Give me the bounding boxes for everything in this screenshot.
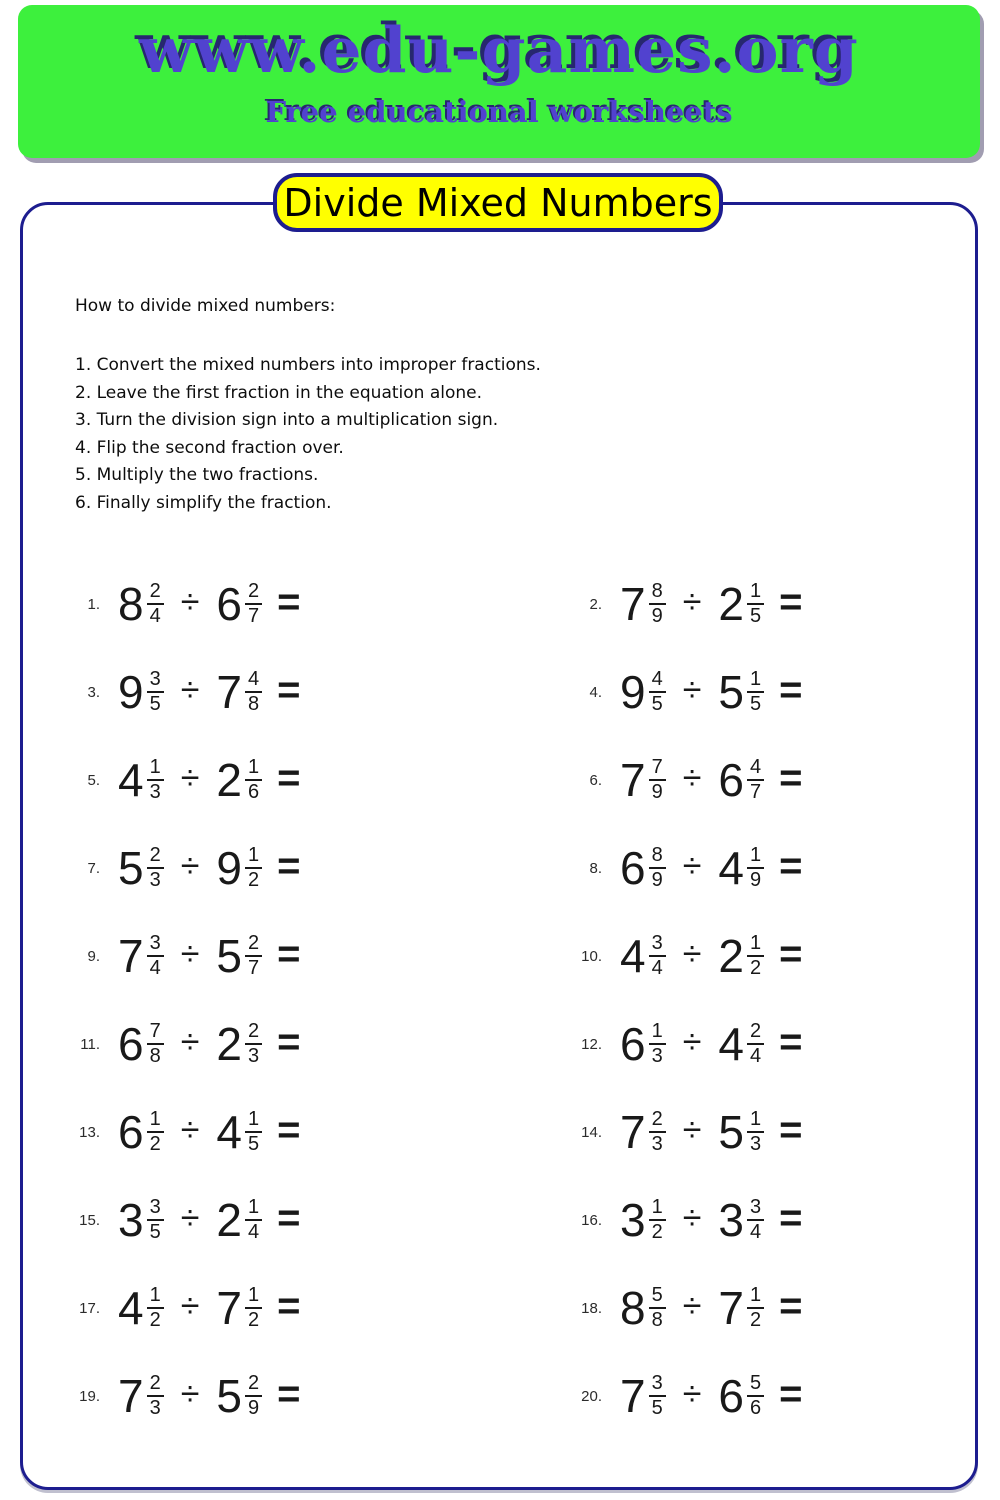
problem-number: 9. xyxy=(87,947,100,965)
fraction xyxy=(649,1285,666,1331)
denominator: 9 xyxy=(749,869,762,891)
mixed-number-2 xyxy=(718,754,764,806)
fraction xyxy=(747,1109,764,1155)
problem-number: 15. xyxy=(79,1211,100,1229)
instructions-heading: How to divide mixed numbers: xyxy=(75,296,336,316)
mixed-number-1 xyxy=(118,666,164,718)
fraction xyxy=(747,933,764,979)
equals-sign: = xyxy=(277,1283,301,1328)
fraction xyxy=(747,581,764,627)
denominator: 6 xyxy=(749,1397,762,1419)
problem-row xyxy=(500,1264,950,1352)
fraction xyxy=(245,581,262,627)
divide-sign: ÷ xyxy=(180,1286,200,1325)
denominator: 2 xyxy=(247,869,260,891)
denominator: 4 xyxy=(749,1045,762,1067)
equals-sign: = xyxy=(779,1107,803,1152)
numerator: 3 xyxy=(147,933,164,957)
numerator: 2 xyxy=(245,581,262,605)
numerator: 1 xyxy=(147,1285,164,1309)
equals-sign: = xyxy=(779,843,803,888)
denominator: 5 xyxy=(749,693,762,715)
denominator: 3 xyxy=(149,1397,161,1419)
denominator: 4 xyxy=(149,605,161,627)
mixed-number-1 xyxy=(620,842,666,894)
problem-row xyxy=(500,824,950,912)
divide-sign: ÷ xyxy=(682,1286,702,1325)
whole-number: 4 xyxy=(718,842,744,894)
equals-sign: = xyxy=(277,1195,301,1240)
numerator: 1 xyxy=(649,1197,666,1221)
equals-sign: = xyxy=(779,667,803,712)
mixed-number-2 xyxy=(216,1106,262,1158)
fraction xyxy=(747,757,764,803)
fraction xyxy=(747,1373,764,1419)
mixed-number-2 xyxy=(216,666,262,718)
problem-row xyxy=(500,560,950,648)
equals-sign: = xyxy=(779,579,803,624)
problem-row xyxy=(500,1352,950,1440)
mixed-number-1 xyxy=(620,1282,666,1334)
mixed-number-2 xyxy=(216,842,262,894)
whole-number: 6 xyxy=(118,1018,144,1070)
instruction-step: 6. Finally simplify the fraction. xyxy=(75,492,332,513)
problem-row xyxy=(500,1088,950,1176)
instruction-step: 4. Flip the second fraction over. xyxy=(75,437,344,458)
fraction xyxy=(147,669,164,715)
problem-row xyxy=(60,1000,500,1088)
fraction xyxy=(649,581,666,627)
equals-sign: = xyxy=(277,1107,301,1152)
divide-sign: ÷ xyxy=(180,1110,200,1149)
site-title: www.edu-games.org xyxy=(139,13,859,87)
fraction xyxy=(649,845,666,891)
problem-number: 17. xyxy=(79,1299,100,1317)
problem-number: 3. xyxy=(87,683,100,701)
fraction xyxy=(147,1285,164,1331)
denominator: 4 xyxy=(651,957,663,979)
numerator: 1 xyxy=(245,757,262,781)
whole-number: 7 xyxy=(718,1282,744,1334)
numerator: 8 xyxy=(649,845,666,869)
whole-number: 2 xyxy=(216,1018,242,1070)
problem-row xyxy=(60,1264,500,1352)
mixed-number-1 xyxy=(118,1018,164,1070)
mixed-number-2 xyxy=(216,930,262,982)
worksheet-title-badge xyxy=(273,173,723,232)
equals-sign: = xyxy=(277,579,301,624)
whole-number: 6 xyxy=(620,1018,646,1070)
mixed-number-2 xyxy=(216,1018,262,1070)
whole-number: 8 xyxy=(118,578,144,630)
fraction xyxy=(245,669,262,715)
equals-sign: = xyxy=(277,1371,301,1416)
denominator: 3 xyxy=(149,781,161,803)
fraction xyxy=(747,1021,764,1067)
whole-number: 6 xyxy=(718,1370,744,1422)
equals-sign: = xyxy=(779,1283,803,1328)
denominator: 8 xyxy=(247,693,260,715)
worksheet-title: Divide Mixed Numbers xyxy=(283,180,713,225)
divide-sign: ÷ xyxy=(682,934,702,973)
mixed-number-2 xyxy=(718,1106,764,1158)
numerator: 1 xyxy=(245,1285,262,1309)
equals-sign: = xyxy=(277,843,301,888)
mixed-number-2 xyxy=(216,754,262,806)
denominator: 3 xyxy=(651,1133,663,1155)
whole-number: 4 xyxy=(118,754,144,806)
fraction xyxy=(649,933,666,979)
mixed-number-1 xyxy=(620,1194,666,1246)
whole-number: 3 xyxy=(718,1194,744,1246)
mixed-number-2 xyxy=(718,666,764,718)
fraction xyxy=(245,845,262,891)
problem-row xyxy=(60,1176,500,1264)
whole-number: 5 xyxy=(718,1106,744,1158)
divide-sign: ÷ xyxy=(180,1022,200,1061)
fraction xyxy=(747,1285,764,1331)
equals-sign: = xyxy=(779,1195,803,1240)
fraction xyxy=(747,1197,764,1243)
denominator: 8 xyxy=(651,1309,663,1331)
divide-sign: ÷ xyxy=(180,582,200,621)
numerator: 5 xyxy=(747,1373,764,1397)
numerator: 3 xyxy=(649,1373,666,1397)
numerator: 1 xyxy=(747,1109,764,1133)
equals-sign: = xyxy=(779,755,803,800)
problem-number: 2. xyxy=(589,595,602,613)
divide-sign: ÷ xyxy=(682,670,702,709)
mixed-number-2 xyxy=(718,1194,764,1246)
mixed-number-1 xyxy=(118,578,164,630)
mixed-number-1 xyxy=(118,930,164,982)
equals-sign: = xyxy=(779,1371,803,1416)
denominator: 5 xyxy=(247,1133,260,1155)
divide-sign: ÷ xyxy=(180,1198,200,1237)
divide-sign: ÷ xyxy=(682,758,702,797)
mixed-number-1 xyxy=(620,1018,666,1070)
divide-sign: ÷ xyxy=(682,1198,702,1237)
fraction xyxy=(147,1109,164,1155)
divide-sign: ÷ xyxy=(682,582,702,621)
fraction xyxy=(245,1021,262,1067)
numerator: 2 xyxy=(147,1373,164,1397)
denominator: 4 xyxy=(247,1221,260,1243)
mixed-number-1 xyxy=(620,930,666,982)
fraction xyxy=(245,1197,262,1243)
numerator: 3 xyxy=(147,1197,164,1221)
fraction xyxy=(147,933,164,979)
denominator: 3 xyxy=(247,1045,260,1067)
numerator: 1 xyxy=(147,1109,164,1133)
problem-number: 13. xyxy=(79,1123,100,1141)
mixed-number-2 xyxy=(216,1282,262,1334)
divide-sign: ÷ xyxy=(180,1374,200,1413)
denominator: 9 xyxy=(651,869,663,891)
fraction xyxy=(649,1197,666,1243)
instruction-step: 5. Multiply the two fractions. xyxy=(75,465,319,485)
denominator: 7 xyxy=(247,957,260,979)
mixed-number-1 xyxy=(118,842,164,894)
whole-number: 6 xyxy=(118,1106,144,1158)
problem-number: 19. xyxy=(79,1387,100,1405)
denominator: 2 xyxy=(749,1309,762,1331)
fraction xyxy=(649,757,666,803)
divide-sign: ÷ xyxy=(682,1374,702,1413)
whole-number: 7 xyxy=(620,1106,646,1158)
equals-sign: = xyxy=(277,755,301,800)
mixed-number-1 xyxy=(118,1370,164,1422)
denominator: 9 xyxy=(247,1397,260,1419)
problem-row xyxy=(60,736,500,824)
numerator: 2 xyxy=(245,1373,262,1397)
problem-row xyxy=(500,1176,950,1264)
whole-number: 7 xyxy=(118,1370,144,1422)
denominator: 5 xyxy=(651,693,663,715)
mixed-number-1 xyxy=(118,754,164,806)
problem-number: 18. xyxy=(581,1299,602,1317)
fraction xyxy=(147,757,164,803)
denominator: 5 xyxy=(149,1221,161,1243)
numerator: 2 xyxy=(147,845,164,869)
mixed-number-2 xyxy=(216,1194,262,1246)
fraction xyxy=(147,1197,164,1243)
instruction-step: 3. Turn the division sign into a multiplication sign. xyxy=(75,410,499,430)
numerator: 5 xyxy=(649,1285,666,1309)
site-tagline: Free educational worksheets xyxy=(265,95,733,129)
numerator: 2 xyxy=(147,581,164,605)
problem-number: 20. xyxy=(581,1387,602,1405)
whole-number: 9 xyxy=(620,666,646,718)
mixed-number-1 xyxy=(620,754,666,806)
mixed-number-1 xyxy=(620,1370,666,1422)
mixed-number-2 xyxy=(216,1370,262,1422)
mixed-number-2 xyxy=(718,1370,764,1422)
problem-row xyxy=(60,560,500,648)
mixed-number-2 xyxy=(718,842,764,894)
numerator: 4 xyxy=(245,669,262,693)
problem-number: 1. xyxy=(87,595,100,613)
denominator: 6 xyxy=(247,781,260,803)
whole-number: 4 xyxy=(718,1018,744,1070)
problem-number: 14. xyxy=(581,1123,602,1141)
site-banner xyxy=(18,5,980,158)
whole-number: 4 xyxy=(216,1106,242,1158)
fraction xyxy=(649,1109,666,1155)
mixed-number-2 xyxy=(216,578,262,630)
instruction-step: 2. Leave the first fraction in the equation alone. xyxy=(75,382,483,403)
fraction xyxy=(245,933,262,979)
numerator: 1 xyxy=(147,757,164,781)
fraction xyxy=(747,845,764,891)
whole-number: 5 xyxy=(216,930,242,982)
fraction xyxy=(147,1021,164,1067)
equals-sign: = xyxy=(277,931,301,976)
instructions-list xyxy=(75,352,541,517)
problem-number: 4. xyxy=(589,683,602,701)
fraction xyxy=(245,1109,262,1155)
whole-number: 9 xyxy=(216,842,242,894)
numerator: 1 xyxy=(747,581,764,605)
problem-number: 10. xyxy=(581,947,602,965)
problem-row xyxy=(60,1352,500,1440)
denominator: 5 xyxy=(749,605,762,627)
whole-number: 2 xyxy=(718,930,744,982)
fraction xyxy=(747,669,764,715)
denominator: 9 xyxy=(651,605,663,627)
denominator: 4 xyxy=(149,957,161,979)
problem-number: 7. xyxy=(87,859,100,877)
whole-number: 2 xyxy=(718,578,744,630)
numerator: 2 xyxy=(245,933,262,957)
numerator: 1 xyxy=(747,933,764,957)
whole-number: 3 xyxy=(620,1194,646,1246)
whole-number: 8 xyxy=(620,1282,646,1334)
denominator: 8 xyxy=(149,1045,161,1067)
mixed-number-2 xyxy=(718,578,764,630)
divide-sign: ÷ xyxy=(682,846,702,885)
divide-sign: ÷ xyxy=(180,670,200,709)
fraction xyxy=(147,581,164,627)
numerator: 1 xyxy=(747,845,764,869)
numerator: 3 xyxy=(147,669,164,693)
numerator: 4 xyxy=(747,757,764,781)
fraction xyxy=(147,845,164,891)
whole-number: 2 xyxy=(216,754,242,806)
divide-sign: ÷ xyxy=(180,846,200,885)
denominator: 2 xyxy=(247,1309,260,1331)
whole-number: 7 xyxy=(216,666,242,718)
problem-number: 5. xyxy=(87,771,100,789)
denominator: 5 xyxy=(651,1397,663,1419)
equals-sign: = xyxy=(277,1019,301,1064)
denominator: 7 xyxy=(749,781,762,803)
fraction xyxy=(245,1285,262,1331)
problems-grid xyxy=(60,560,950,1440)
problem-number: 16. xyxy=(581,1211,602,1229)
fraction xyxy=(649,1021,666,1067)
whole-number: 6 xyxy=(718,754,744,806)
divide-sign: ÷ xyxy=(180,934,200,973)
numerator: 3 xyxy=(649,933,666,957)
divide-sign: ÷ xyxy=(682,1022,702,1061)
denominator: 3 xyxy=(149,869,161,891)
numerator: 7 xyxy=(147,1021,164,1045)
numerator: 1 xyxy=(747,669,764,693)
denominator: 2 xyxy=(149,1133,161,1155)
denominator: 4 xyxy=(749,1221,762,1243)
whole-number: 7 xyxy=(620,754,646,806)
problem-row xyxy=(500,912,950,1000)
mixed-number-1 xyxy=(118,1282,164,1334)
numerator: 1 xyxy=(747,1285,764,1309)
problem-number: 8. xyxy=(589,859,602,877)
whole-number: 6 xyxy=(216,578,242,630)
whole-number: 6 xyxy=(620,842,646,894)
problem-row xyxy=(500,736,950,824)
mixed-number-1 xyxy=(620,1106,666,1158)
divide-sign: ÷ xyxy=(682,1110,702,1149)
mixed-number-1 xyxy=(620,578,666,630)
problem-row xyxy=(500,1000,950,1088)
mixed-number-2 xyxy=(718,930,764,982)
problem-number: 12. xyxy=(581,1035,602,1053)
whole-number: 2 xyxy=(216,1194,242,1246)
whole-number: 7 xyxy=(620,578,646,630)
instruction-step: 1. Convert the mixed numbers into improper fractions. xyxy=(75,355,541,375)
problem-number: 11. xyxy=(80,1035,100,1053)
whole-number: 7 xyxy=(216,1282,242,1334)
fraction xyxy=(147,1373,164,1419)
whole-number: 5 xyxy=(718,666,744,718)
numerator: 3 xyxy=(747,1197,764,1221)
numerator: 1 xyxy=(245,1197,262,1221)
denominator: 7 xyxy=(247,605,260,627)
equals-sign: = xyxy=(779,1019,803,1064)
problem-row xyxy=(60,912,500,1000)
numerator: 2 xyxy=(245,1021,262,1045)
fraction xyxy=(245,1373,262,1419)
numerator: 2 xyxy=(747,1021,764,1045)
fraction xyxy=(649,1373,666,1419)
numerator: 7 xyxy=(649,757,666,781)
numerator: 1 xyxy=(245,1109,262,1133)
problem-row xyxy=(500,648,950,736)
numerator: 1 xyxy=(245,845,262,869)
numerator: 1 xyxy=(649,1021,666,1045)
denominator: 9 xyxy=(651,781,663,803)
mixed-number-1 xyxy=(118,1106,164,1158)
problem-row xyxy=(60,824,500,912)
denominator: 2 xyxy=(149,1309,161,1331)
numerator: 2 xyxy=(649,1109,666,1133)
whole-number: 5 xyxy=(216,1370,242,1422)
whole-number: 7 xyxy=(118,930,144,982)
whole-number: 5 xyxy=(118,842,144,894)
mixed-number-2 xyxy=(718,1282,764,1334)
divide-sign: ÷ xyxy=(180,758,200,797)
equals-sign: = xyxy=(277,667,301,712)
denominator: 2 xyxy=(651,1221,663,1243)
whole-number: 3 xyxy=(118,1194,144,1246)
denominator: 5 xyxy=(149,693,161,715)
whole-number: 4 xyxy=(620,930,646,982)
numerator: 4 xyxy=(649,669,666,693)
problem-row xyxy=(60,648,500,736)
mixed-number-1 xyxy=(620,666,666,718)
fraction xyxy=(245,757,262,803)
whole-number: 4 xyxy=(118,1282,144,1334)
numerator: 8 xyxy=(649,581,666,605)
equals-sign: = xyxy=(779,931,803,976)
whole-number: 7 xyxy=(620,1370,646,1422)
problem-number: 6. xyxy=(589,771,602,789)
denominator: 3 xyxy=(651,1045,663,1067)
denominator: 2 xyxy=(749,957,762,979)
whole-number: 9 xyxy=(118,666,144,718)
denominator: 3 xyxy=(749,1133,762,1155)
fraction xyxy=(649,669,666,715)
problem-row xyxy=(60,1088,500,1176)
mixed-number-1 xyxy=(118,1194,164,1246)
mixed-number-2 xyxy=(718,1018,764,1070)
